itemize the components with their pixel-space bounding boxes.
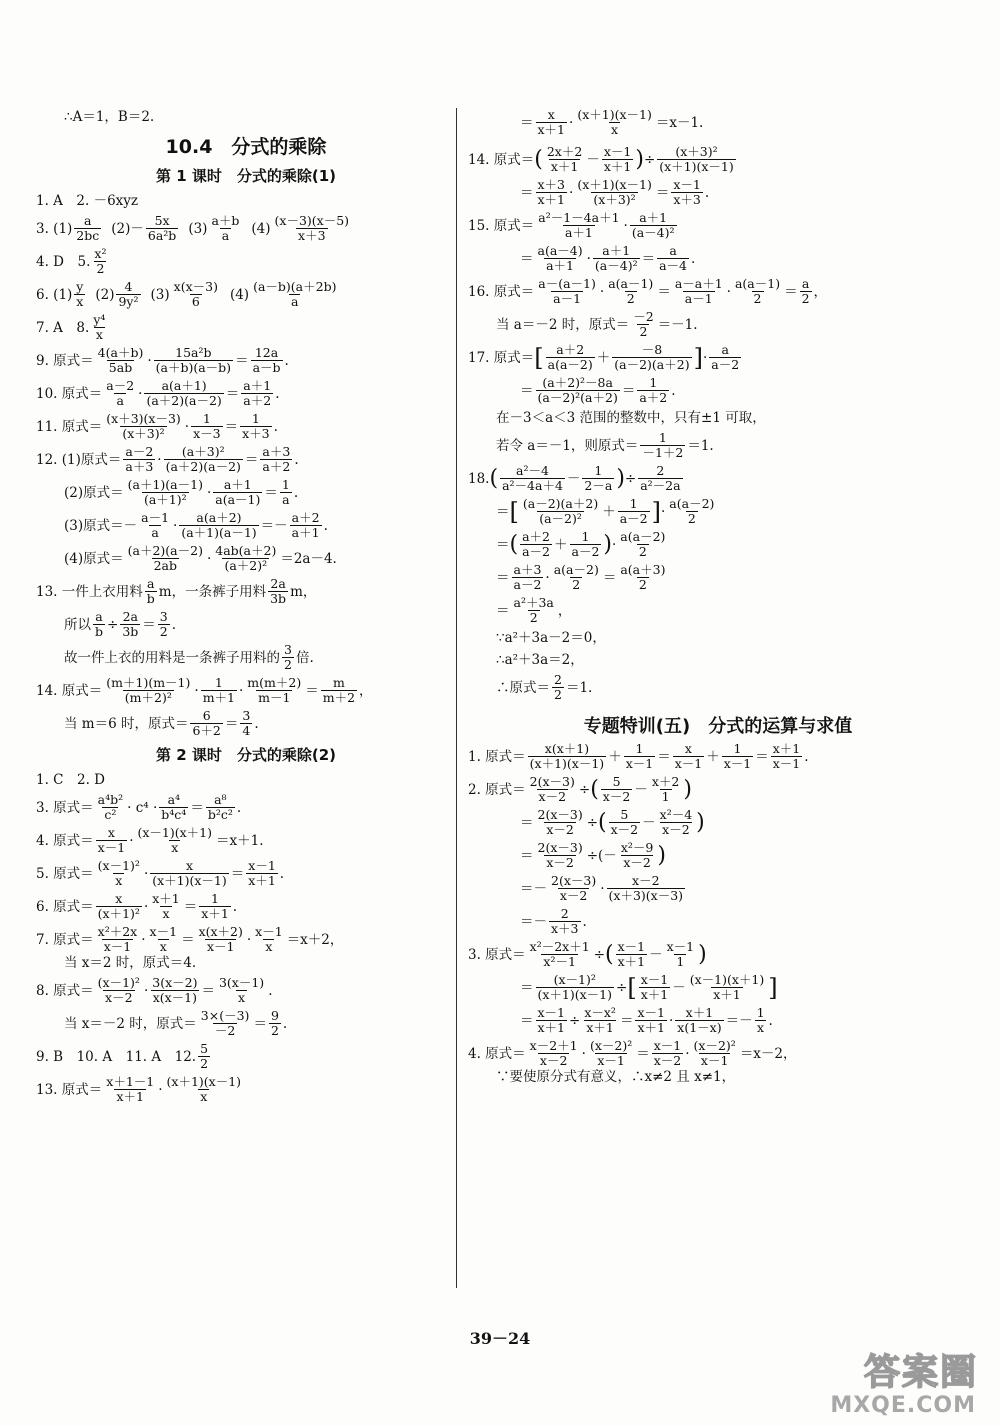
fraction: $\frac{\text{(x－1)²}}{x}$ [97,858,140,888]
fraction: $\frac{\text{(x－2)²}}{x-1}$ [693,1038,736,1068]
fraction: $\frac{a}{b}$ [146,576,155,606]
answer-r17-a: 17. 原式＝ [ $\frac{a+2}{a(a-2)}$ ＋ $\frac{-8}{(a-2)(a+2)}$ ] · $\frac{a}{a-2}$ [468,342,740,372]
answer-r14-b: ＝ $\frac{x+3}{x+1}$ · $\frac{(x+1)(x-1)}{\text{(x＋3)²}}$ ＝ $\frac{x-1}{x+3}$ . [520,177,710,207]
fraction: $\frac{a(a-2)}{2}$ [620,529,666,559]
fraction: $\frac{(a+2)(a-2)}{2ab}$ [127,543,203,573]
answer-r18-c: ＝ ( $\frac{a+2}{a-2}$ ＋ $\frac{1}{a-2}$ ) · $\frac{a(a-2)}{2}$ [496,529,666,559]
answer-t1: 1. 原式＝ $\frac{x(x+1)}{(x+1)(x-1)}$ ＋ $\frac{1}{x-1}$ ＝ $\frac{x}{x-1}$ ＋ $\frac{1}{x-1}$ ＝ $\frac{x+1}{x-1}$ . [468,741,809,771]
fraction: $\frac{a+b}{a}$ [211,213,240,243]
fraction: $\frac{\text{y⁴}}{x}$ [93,312,106,342]
fraction: $\frac{(a+1)(a-1)}{\text{(a＋1)²}}$ [127,477,203,507]
fraction: $\frac{x}{\text{(x＋1)²}}$ [97,891,140,921]
fraction: $\frac{\text{a⁴b²}}{\text{c²}}$ [97,792,124,822]
fraction: $\frac{\text{(x－1)²}}{x-2}$ [97,975,140,1005]
fraction: $\frac{x-1}{x+1}$ [603,144,632,174]
fraction: $\frac{1}{x+3}$ [242,411,270,441]
answer-r18-d: ＝ $\frac{a+3}{a-2}$ · $\frac{a(a-2)}{2}$ ＝ $\frac{a(a+3)}{2}$ [496,562,666,592]
fraction: $\frac{x-1}{x}$ [255,924,283,954]
answer-p5: 5. 原式＝ $\frac{\text{(x－1)²}}{x}$ · $\frac{x}{(x+1)(x-1)}$ ＝ $\frac{x-1}{x+1}$ . [36,858,285,888]
fraction: $\frac{a(a-1)}{2}$ [734,276,781,306]
watermark-logo [812,1344,982,1418]
fraction: $\frac{\text{15a²b}}{(a+b)(a-b)}$ [155,345,232,375]
answer-t3-a: 3. 原式＝ $\frac{\text{x²－2x＋1}}{\text{x²－1}}$ ÷ ( $\frac{x-1}{x+1}$ － $\frac{x-1}{1}$ ) [468,939,707,969]
fraction: $\frac{1}{x-1}$ [625,741,654,771]
fraction: $\frac{a+2}{a(a-2)}$ [547,342,593,372]
fraction: $\frac{12a}{a-b}$ [252,345,281,375]
fraction: $\frac{x-1}{x+3}$ [673,177,701,207]
fraction: $\frac{a+2}{a-2}$ [522,529,550,559]
fraction: $\frac{\text{(x－1)²}}{(x+1)(x-1)}$ [537,972,613,1002]
fraction: $\frac{(a-2)(a+2)}{\text{(a－2)²}}$ [522,496,599,526]
fraction: $\frac{1}{a-2}$ [571,529,600,559]
fraction: $\frac{\text{x²－4}}{x-2}$ [659,807,693,837]
answer-p1-2: 1. C 2. D [36,772,105,788]
answer-9: 9. 原式＝ $\frac{4(a+b)}{5ab}$ · $\frac{\text{15a²b}}{(a+b)(a-b)}$ ＝ $\frac{12a}{a-b}$ . [36,345,289,375]
fraction: $\frac{1}{a-2}$ [619,496,648,526]
answer-r16-a: 16. 原式＝ $\frac{a-(a-1)}{a-1}$ · $\frac{a(a-1)}{2}$ ＝ $\frac{a-a+1}{a-1}$ · $\frac{a(a-1)}{2}$ ＝ $\frac{a}{2}$ ， [468,276,828,306]
answer-13-c: 故一件上衣的用料是一条裤子用料的 $\frac{3}{2}$ 倍. [64,642,314,672]
answer-t3-c: ＝ $\frac{x-1}{x+1}$ ÷ $\frac{\text{x－x²}}{x+1}$ ＝ $\frac{x-1}{x+1}$ · $\frac{x+1}{x(1-x)}$ ＝－ $\frac{1}{x}$ . [520,1005,773,1035]
answer-t2-e: ＝－ $\frac{2}{x+3}$ . [520,906,587,936]
fraction: $\frac{2}{x+3}$ [551,906,579,936]
fraction: $\frac{2(x-3)}{x-2}$ [537,840,583,870]
fraction: $\frac{(x+1)(x-1)}{x}$ [577,107,652,137]
fraction: $\frac{a+1}{a(a-1)}$ [215,477,261,507]
fraction: $\frac{x+2}{1}$ [651,774,680,804]
right-column [468,108,968,1086]
answer-t4-b: ∵要使原分式有意义，∴x≠2 且 x≠1， [496,1069,736,1085]
fraction: $\frac{x-1}{x+1}$ [248,858,276,888]
fraction: $\frac{1}{x+1}$ [201,891,229,921]
answer-r18-a: 18. ( $\frac{\text{a²－4}}{\text{a²－4a＋4}}$ － $\frac{1}{2-a}$ ) ÷ $\frac{2}{\text{a²－2a}}$ [468,463,681,493]
answer-p7-b: 当 x＝2 时，原式＝4. [64,955,197,971]
fraction: $\frac{\text{x－x²}}{x+1}$ [584,1005,616,1035]
fraction: $\frac{\text{(x－2)²}}{x-1}$ [589,1038,633,1068]
fraction: $\frac{1}{x-1}$ [723,741,752,771]
fraction: $\frac{\text{x²－9}}{x-2}$ [620,840,654,870]
fraction: $\frac{6}{6+2}$ [192,708,221,738]
fraction: $\frac{a+2}{a+1}$ [291,510,320,540]
fraction: $\frac{2(x-3)}{x-2}$ [537,807,583,837]
fraction: $\frac{x-1}{x+1}$ [637,1005,665,1035]
fraction: $\frac{x+1-1}{x+1}$ [106,1074,155,1104]
fraction: $\frac{m(m+2)}{m-1}$ [247,675,302,705]
fraction: $\frac{x-1}{1}$ [666,939,695,969]
answer-14-a: 14. 原式＝ $\frac{(m+1)(m-1)}{\text{(m＋2)²}}$ · $\frac{1}{m+1}$ · $\frac{m(m+2)}{m-1}$ ＝ $\frac{m}{m+2}$ ， [36,675,373,705]
fraction: $\frac{a-2}{a+3}$ [125,444,154,474]
fraction: $\frac{\text{a⁴}}{\text{b⁴c⁴}}$ [161,792,187,822]
answer-t4-a: 4. 原式＝ $\frac{x-2+1}{x-2}$ · $\frac{\text{(x－2)²}}{x-1}$ ＝ $\frac{x-1}{x-2}$ · $\frac{\text{(x－2)²}}{x-1}$ ＝x－2， [468,1038,797,1068]
fraction: $\frac{x}{x-1}$ [97,825,126,855]
fraction: $\frac{5}{x-2}$ [602,774,631,804]
answer-p7: 7. 原式＝ $\frac{\text{x²＋2x}}{x-1}$ · $\frac{x-1}{x}$ ＝ $\frac{x(x+2)}{x-1}$ · $\frac{x-1}{x}$ ＝x＋2， [36,924,344,954]
fraction: $\frac{x+1}{x(1-x)}$ [677,1005,722,1035]
fraction: $\frac{3(x-1)}{x}$ [218,975,265,1005]
fraction: $\frac{x(x-3)}{6}$ [173,279,218,309]
fraction: $\frac{(m+1)(m-1)}{\text{(m＋2)²}}$ [106,675,191,705]
answer-r15-a: 15. 原式＝ $\frac{\text{a²－1－4a＋1}}{a+1}$ · $\frac{a+1}{\text{(a－4)²}}$ [468,210,675,240]
fraction: $\frac{3(x-2)}{x(x-1)}$ [152,975,198,1005]
fraction: $\frac{\text{a⁸}}{\text{b²c²}}$ [207,792,233,822]
answer-p13: 13. 原式＝ $\frac{x+1-1}{x+1}$ · $\frac{(x+1)(x-1)}{x}$ [36,1074,242,1104]
fraction: $\frac{1}{2-a}$ [584,463,613,493]
answer-r18-b: ＝ [ $\frac{(a-2)(a+2)}{\text{(a－2)²}}$ ＋ $\frac{1}{a-2}$ ] · $\frac{a(a-2)}{2}$ [496,496,715,526]
fraction: $\frac{a+1}{\text{(a－4)²}}$ [594,243,638,273]
fraction: $\frac{x+1}{x-1}$ [772,741,801,771]
answer-t2-b: ＝ $\frac{2(x-3)}{x-2}$ ÷ ( $\frac{5}{x-2}$ － $\frac{\text{x²－4}}{x-2}$ ) [520,807,705,837]
fraction: $\frac{x}{x+1}$ [537,107,566,137]
fraction: $\frac{x}{x-1}$ [674,741,703,771]
answer-p6: 6. 原式＝ $\frac{x}{\text{(x＋1)²}}$ · $\frac{x+1}{x}$ ＝ $\frac{1}{x+1}$ . [36,891,238,921]
fraction: $\frac{a+1}{\text{(a－4)²}}$ [631,210,675,240]
page-number: 39－24 [469,1329,531,1348]
answer-r18-h: ∴原式＝ $\frac{2}{2}$ ＝1. [496,672,593,702]
section-title-10-4: 10.4 分式的乘除 [165,136,327,158]
line-conclusion: ∴A＝1，B＝2. [64,109,155,125]
fraction: $\frac{\text{a²＋3a}}{2}$ [513,595,554,625]
answer-t3-b: ＝ $\frac{\text{(x－1)²}}{(x+1)(x-1)}$ ÷ [ $\frac{x-1}{x+1}$ － $\frac{(x-1)(x+1)}{x+1}$ ] [520,972,778,1002]
fraction: $\frac{a(a+1)}{(a+2)(a-2)}$ [146,378,222,408]
section-title-special-5: 专题特训(五) 分式的运算与求值 [583,716,853,737]
fraction: $\frac{a(a-1)}{2}$ [608,276,654,306]
fraction: $\frac{\text{a²－4}}{\text{a²－4a＋4}}$ [502,463,563,493]
fraction: $\frac{1}{x-3}$ [193,411,221,441]
answer-12-2: (2)原式＝ $\frac{(a+1)(a-1)}{\text{(a＋1)²}}$ · $\frac{a+1}{a(a-1)}$ ＝ $\frac{1}{a}$ . [64,477,299,507]
fraction: $\frac{a}{2}$ [801,276,810,306]
column-divider [456,108,457,1288]
fraction: $\frac{5}{x-2}$ [610,807,639,837]
answer-14-b: 当 m＝6 时，原式＝ $\frac{6}{6+2}$ ＝ $\frac{3}{4}$ . [64,708,259,738]
answer-12-4: (4)原式＝ $\frac{(a+2)(a-2)}{2ab}$ · $\frac{4ab(a+2)}{\text{(a＋2)²}}$ ＝2a－4. [64,543,337,573]
fraction: $\frac{4ab(a+2)}{\text{(a＋2)²}}$ [215,543,277,573]
fraction: $\frac{a-2}{a}$ [106,378,135,408]
fraction: $\frac{a-a+1}{a-1}$ [674,276,723,306]
answer-r18-f: ∵a²＋3a－2＝0， [496,630,606,646]
answer-p4: 4. 原式＝ $\frac{x}{x-1}$ · $\frac{(x-1)(x+1)}{x}$ ＝x＋1. [36,825,264,855]
fraction: $\frac{2}{2}$ [554,672,562,702]
fraction: $\frac{4(a+b)}{5ab}$ [97,345,144,375]
fraction: $\frac{(x-1)(x+1)}{x}$ [137,825,212,855]
fraction: $\frac{a(a-4)}{a+1}$ [537,243,583,273]
answer-r15-b: ＝ $\frac{a(a-4)}{a+1}$ · $\frac{a+1}{\text{(a－4)²}}$ ＝ $\frac{a}{a-4}$ . [520,243,696,273]
answer-10: 10. 原式＝ $\frac{a-2}{a}$ · $\frac{a(a+1)}{(a+2)(a-2)}$ ＝ $\frac{a+1}{a+2}$ . [36,378,280,408]
fraction: $\frac{2}{\text{a²－2a}}$ [640,463,681,493]
fraction: $\frac{a(a-2)}{2}$ [669,496,715,526]
fraction: $\frac{3}{2}$ [284,642,292,672]
watermark-url: MXQE.COM [830,1393,976,1418]
answer-p8-b: 当 x＝－2 时，原式＝ $\frac{3\times(-3)}{-2}$ ＝ $\frac{9}{2}$ . [64,1008,288,1038]
answer-r13-cont: ＝ $\frac{x}{x+1}$ · $\frac{(x+1)(x-1)}{x}$ ＝x－1. [520,107,704,137]
fraction: $\frac{a-(a-1)}{a-1}$ [538,276,596,306]
fraction: $\frac{\text{x²＋2x}}{x-1}$ [97,924,138,954]
fraction: $\frac{m}{m+2}$ [322,675,356,705]
answer-7-8: 7. A 8. $\frac{\text{y⁴}}{x}$ [36,312,106,342]
answer-12-3: (3)原式＝－ $\frac{a-1}{a}$ · $\frac{a(a+2)}{(a+1)(a-1)}$ ＝－ $\frac{a+2}{a+1}$ . [64,510,328,540]
fraction: $\frac{x-1}{x}$ [149,924,178,954]
answer-13-b: 所以 $\frac{a}{b}$ ÷ $\frac{2a}{3b}$ ＝ $\frac{3}{2}$ . [64,609,177,639]
answer-r17-d: 若令 a＝－1，则原式＝ $\frac{1}{-1+2}$ ＝1. [496,430,714,460]
answer-r16-b: 当 a＝－2 时，原式＝ $\frac{-2}{2}$ ＝－1. [496,309,698,339]
answer-t2-d: ＝－ $\frac{2(x-3)}{x-2}$ · $\frac{x-2}{(x+3)(x-3)}$ [520,873,684,903]
fraction: $\frac{3}{4}$ [242,708,251,738]
answer-11: 11. 原式＝ $\frac{(x+3)(x-3)}{\text{(x＋3)²}}$ · $\frac{1}{x-3}$ ＝ $\frac{1}{x+3}$ . [36,411,278,441]
fraction: $\frac{-8}{(a-2)(a+2)}$ [614,342,690,372]
fraction: $\frac{a(a+2)}{(a+1)(a-1)}$ [181,510,257,540]
answer-6: 6. (1) $\frac{y}{x}$ (2) $\frac{4}{\text{9y²}}$ (3) $\frac{x(x-3)}{6}$ (4) $\frac{(a-b)(a+2b)}{a}$ [36,279,337,309]
fraction: $\frac{1}{a+2}$ [639,375,668,405]
answer-r18-e: ＝ $\frac{\text{a²＋3a}}{2}$ ， [496,595,572,625]
answer-r18-g: ∴a²＋3a＝2， [496,652,584,668]
answer-p3: 3. 原式＝ $\frac{\text{a⁴b²}}{\text{c²}}$ · c⁴ · $\frac{\text{a⁴}}{\text{b⁴c⁴}}$ ＝ $\frac{\text{a⁸}}{\text{b²c²}}$ . [36,792,242,822]
answer-p8: 8. 原式＝ $\frac{\text{(x－1)²}}{x-2}$ · $\frac{3(x-2)}{x(x-1)}$ ＝ $\frac{3(x-1)}{x}$ . [36,975,273,1005]
fraction: $\frac{a}{2bc}$ [76,213,100,243]
fraction: $\frac{3}{2}$ [159,609,168,639]
lesson-title-2: 第 2 课时 分式的乘除(2) [155,746,337,764]
answer-t2-a: 2. 原式＝ $\frac{2(x-3)}{x-2}$ ÷ ( $\frac{5}{x-2}$ － $\frac{x+2}{1}$ ) [468,774,692,804]
fraction: $\frac{3\times(-3)}{-2}$ [200,1008,250,1038]
lesson-title-1: 第 1 课时 分式的乘除(1) [155,167,337,185]
answer-12-1: 12. (1)原式＝ $\frac{a-2}{a+3}$ · $\frac{\text{(a＋3)²}}{(a+2)(a-2)}$ ＝ $\frac{a+3}{a+2}$ . [36,444,299,474]
fraction: $\frac{1}{-1+2}$ [642,430,684,460]
fraction: $\frac{a+1}{a+2}$ [243,378,272,408]
fraction: $\frac{(x-3)(x-5)}{x+3}$ [274,213,350,243]
fraction: $\frac{1}{m+1}$ [202,675,235,705]
fraction: $\frac{a(a+3)}{2}$ [620,562,666,592]
fraction: $\frac{\text{(a＋3)²}}{(a+2)(a-2)}$ [165,444,241,474]
fraction: $\frac{(x+1)(x-1)}{\text{(x＋3)²}}$ [577,177,652,207]
fraction: $\frac{x+1}{x}$ [152,891,180,921]
fraction: $\frac{x-1}{x-2}$ [653,1038,682,1068]
fraction: $\frac{x(x+1)}{(x+1)(x-1)}$ [529,741,605,771]
fraction: $\frac{a-1}{a}$ [141,510,170,540]
fraction: $\frac{a}{a-4}$ [659,243,687,273]
answer-4-5: 4. D 5. $\frac{\text{x²}}{2}$ [36,246,107,276]
fraction: $\frac{(x+1)(x-1)}{x}$ [166,1074,242,1104]
fraction: $\frac{2a}{3b}$ [270,576,287,606]
answer-r17-c: 在－3＜a＜3 范围的整数中，只有±1 可取， [496,410,766,426]
answer-t2-c: ＝ $\frac{2(x-3)}{x-2}$ ÷ (－ $\frac{\text{x²－9}}{x-2}$ ) [520,840,666,870]
fraction: $\frac{2a}{3b}$ [122,609,139,639]
fraction: $\frac{x-1}{x+1}$ [537,1005,566,1035]
fraction: $\frac{\text{a²－1－4a＋1}}{a+1}$ [538,210,620,240]
fraction: $\frac{x}{(x+1)(x-1)}$ [152,858,227,888]
fraction: $\frac{5x}{\text{6a²b}}$ [147,213,177,243]
answer-3: 3. (1) $\frac{a}{2bc}$ (2)－ $\frac{5x}{\text{6a²b}}$ (3) $\frac{a+b}{a}$ (4) $\frac{(x-3)(x-5)}{x+3}$ [36,213,350,243]
left-column [36,108,456,1104]
fraction: $\frac{(x-1)(x+1)}{x+1}$ [689,972,765,1002]
answer-13-a: 13. 一件上衣用料 $\frac{a}{b}$ m，一条裤子用料 $\frac{2a}{3b}$ m， [36,576,317,606]
watermark-text: 答案圈 [863,1352,978,1393]
fraction: $\frac{a}{a-2}$ [711,342,740,372]
fraction: $\frac{\text{x²}}{2}$ [94,246,107,276]
answer-r17-b: ＝ $\frac{\text{(a＋2)²－8a}}{\text{(a－2)²(a＋2)}}$ ＝ $\frac{1}{a+2}$ . [520,375,676,405]
answer-p9-12: 9. B 10. A 11. A 12. $\frac{5}{2}$ [36,1041,209,1071]
fraction: $\frac{x-2}{(x+3)(x-3)}$ [608,873,684,903]
fraction: $\frac{a(a-2)}{2}$ [553,562,599,592]
fraction: $\frac{\text{x²－2x＋1}}{\text{x²－1}}$ [529,939,590,969]
fraction: $\frac{a}{b}$ [95,609,104,639]
answer-1-2: 1. A 2. －6xyz [36,193,139,209]
fraction: $\frac{(a-b)(a+2b)}{a}$ [253,279,337,309]
fraction: $\frac{\text{(a＋2)²－8a}}{\text{(a－2)²(a＋2)}}$ [537,375,618,405]
fraction: $\frac{y}{x}$ [76,279,84,309]
fraction: $\frac{1}{x}$ [756,1005,765,1035]
fraction: $\frac{a+3}{a+2}$ [262,444,291,474]
fraction: $\frac{a+3}{a-2}$ [513,562,542,592]
fraction: $\frac{9}{2}$ [270,1008,279,1038]
fraction: $\frac{x-2+1}{x-2}$ [529,1038,578,1068]
fraction: $\frac{\text{(x＋3)²}}{(x+1)(x-1)}$ [659,144,734,174]
fraction: $\frac{2(x-3)}{x-2}$ [551,873,597,903]
fraction: $\frac{(x+3)(x-3)}{\text{(x＋3)²}}$ [106,411,181,441]
fraction: $\frac{1}{a}$ [281,477,290,507]
fraction: $\frac{4}{\text{9y²}}$ [118,279,139,309]
fraction: $\frac{-2}{2}$ [633,309,654,339]
fraction: $\frac{5}{2}$ [200,1041,209,1071]
fraction: $\frac{x-1}{x+1}$ [617,939,646,969]
answer-r14-a: 14. 原式＝ ( $\frac{2x+2}{x+1}$ － $\frac{x-1}{x+1}$ ) ÷ $\frac{\text{(x＋3)²}}{(x+1)(x-1)}$ [468,144,734,174]
fraction: $\frac{x-1}{x+1}$ [640,972,669,1002]
fraction: $\frac{2(x-3)}{x-2}$ [529,774,575,804]
fraction: $\frac{2x+2}{x+1}$ [546,144,583,174]
fraction: $\frac{x(x+2)}{x-1}$ [198,924,243,954]
fraction: $\frac{x+3}{x+1}$ [537,177,566,207]
